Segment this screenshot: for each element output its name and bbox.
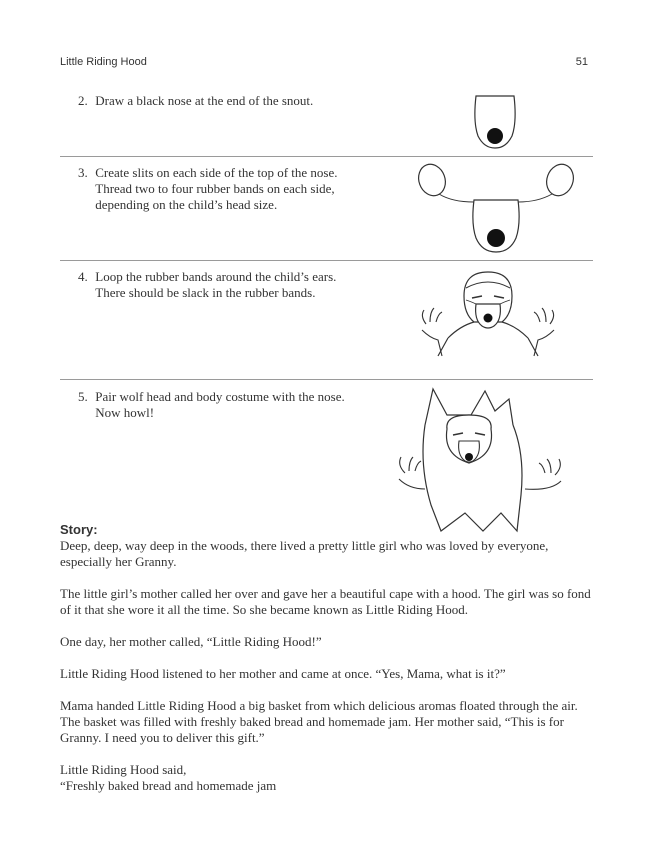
story-line: Little Riding Hood said,: [60, 762, 187, 777]
nose-drawing-icon: [470, 92, 520, 152]
divider: [60, 379, 593, 380]
step-line: Draw a black nose at the end of the snout.: [95, 93, 314, 108]
step-line: depending on the child’s head size.: [95, 197, 278, 212]
child-in-wolf-costume-icon: [385, 385, 585, 535]
running-title: Little Riding Hood: [60, 56, 147, 68]
story-paragraph: [60, 634, 600, 650]
step-line: There should be slack in the rubber bands.: [95, 285, 316, 300]
step-text: [95, 165, 365, 213]
step-text: [95, 389, 365, 421]
child-wearing-nose-icon: [408, 266, 568, 376]
step-line: Pair wolf head and body costume with the nose.: [95, 389, 345, 404]
story-line: Little Riding Hood listened to her mother and came at once. “Yes, Mama, what is it?”: [60, 666, 506, 681]
step-text: [95, 93, 365, 109]
story-line: One day, her mother called, “Little Riding Hood!”: [60, 634, 322, 649]
step-line: Create slits on each side of the top of the nose.: [95, 165, 338, 180]
step-number: 2.: [78, 93, 88, 108]
story-paragraph: [60, 698, 600, 746]
story-line: Mama handed Little Riding Hood a big basket from which delicious aromas floated through the air.: [60, 698, 578, 713]
divider: [60, 260, 593, 261]
step-3: [78, 165, 378, 213]
step-line: Thread two to four rubber bands on each side,: [95, 181, 335, 196]
page-number: 51: [575, 56, 588, 68]
story-heading: Story:: [60, 522, 98, 537]
step-number: 3.: [78, 165, 88, 180]
nose-with-rubber-bands-icon: [412, 162, 582, 257]
story-line: The basket was filled with freshly baked bread and homemade jam. Her mother said, “This is for: [60, 714, 564, 729]
step-line: Now howl!: [95, 405, 155, 420]
story-paragraph: [60, 586, 600, 618]
story-line: of it that she wore it all the time. So she became known as Little Riding Hood.: [60, 602, 468, 617]
story-paragraph: [60, 538, 600, 570]
story-line: “Freshly baked bread and homemade jam: [60, 778, 277, 793]
step-line: Loop the rubber bands around the child’s ears.: [95, 269, 337, 284]
step-text: [95, 269, 365, 301]
step-2: [78, 93, 378, 109]
story-paragraph: [60, 762, 600, 794]
step-number: 4.: [78, 269, 88, 284]
divider: [60, 156, 593, 157]
story-line: Granny. I need you to deliver this gift.”: [60, 730, 265, 745]
story-line: The little girl’s mother called her over and gave her a beautiful cape with a hood. The girl was so fond: [60, 586, 591, 601]
story-line: Deep, deep, way deep in the woods, there lived a pretty little girl who was loved by everyone,: [60, 538, 549, 553]
step-4: [78, 269, 378, 301]
story-section: [60, 522, 600, 810]
step-number: 5.: [78, 389, 88, 404]
story-paragraph: [60, 666, 600, 682]
story-line: especially her Granny.: [60, 554, 177, 569]
step-5: [78, 389, 378, 421]
